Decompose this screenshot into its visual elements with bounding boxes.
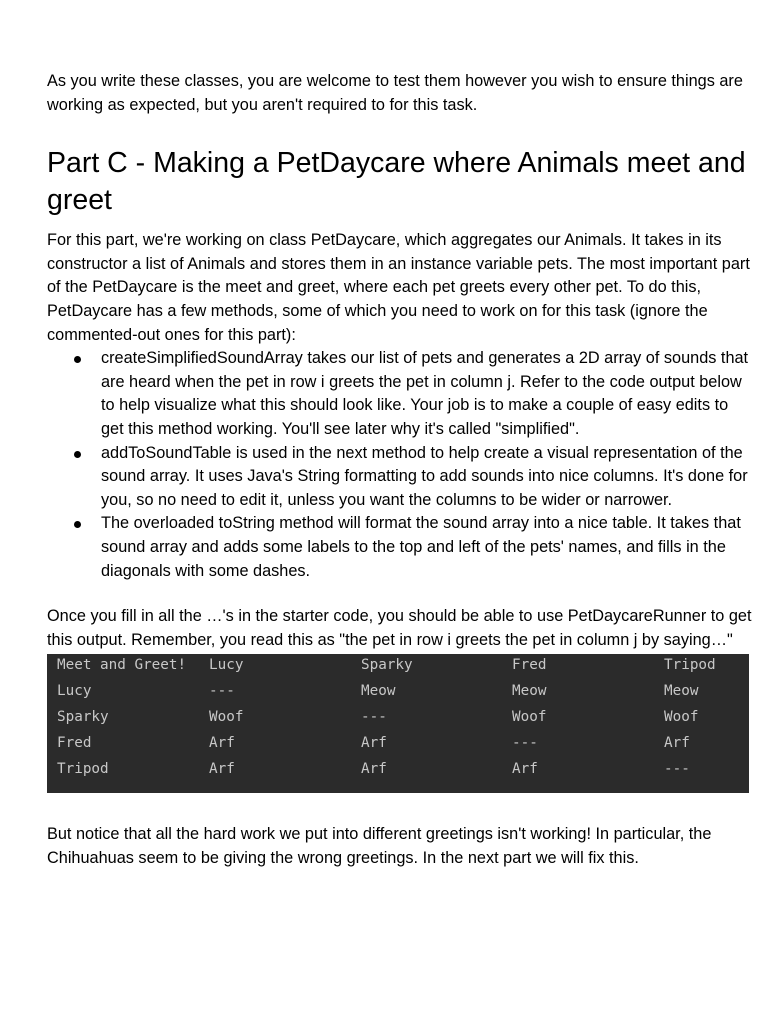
bullet-dot-icon	[74, 356, 81, 363]
code-cell: Woof	[209, 709, 244, 726]
bullet-item	[47, 512, 753, 583]
code-cell: Lucy	[209, 657, 244, 674]
code-cell: Arf	[209, 761, 235, 778]
code-cell: Meet and Greet!	[57, 657, 187, 674]
section-heading: Part C - Making a PetDaycare where Animals meet and greet	[47, 147, 746, 217]
bullet-item	[47, 347, 753, 441]
bullet-text: createSimplifiedSoundArray takes our list of pets and generates a 2D array of sounds that are heard when the pet in row i greets the pet in column j. Refer to the code output below to help visualize what this should look like. Your job is to make a couple of easy edits to get this method working. You'll see later why it's called "simplified".	[101, 349, 749, 438]
bullet-dot-icon	[74, 521, 81, 528]
code-cell: Fred	[512, 657, 547, 674]
code-output-block	[47, 654, 749, 793]
method-bullet-list	[47, 347, 753, 583]
code-cell: ---	[361, 709, 387, 726]
code-cell: Fred	[57, 735, 92, 752]
bullet-item	[47, 442, 753, 513]
code-row	[47, 707, 749, 733]
code-cell: Arf	[209, 735, 235, 752]
code-cell: Sparky	[57, 709, 109, 726]
code-cell: ---	[512, 735, 538, 752]
code-cell: ---	[664, 761, 690, 778]
bullet-dot-icon	[74, 451, 81, 458]
code-cell: Arf	[664, 735, 690, 752]
code-cell: Woof	[512, 709, 547, 726]
bullet-text: addToSoundTable is used in the next method to help create a visual representation of the sound array. It uses Java's String formatting to add sounds into nice columns. It's done for you, so no need to edit it, unless you want the columns to be wider or narrower.	[101, 443, 748, 509]
code-cell: Arf	[361, 761, 387, 778]
code-cell: ---	[209, 683, 235, 700]
closing-paragraph-2: But notice that all the hard work we put into different greetings isn't working! In particular, the Chihuahuas seem to be giving the wrong greetings. In the next part we will fix this.	[47, 825, 712, 867]
code-row	[47, 759, 749, 785]
code-cell: Meow	[664, 683, 699, 700]
closing-paragraph-1: Once you fill in all the …'s in the starter code, you should be able to use PetDaycareRunner to get this output. Remember, you read this as "the pet in row i greets the pet in column j by saying…"	[47, 607, 752, 649]
code-cell: Woof	[664, 709, 699, 726]
intro-paragraph: As you write these classes, you are welcome to test them however you wish to ensure things are working as expected, but you aren't required to for this task.	[47, 72, 743, 114]
code-cell: Arf	[512, 761, 538, 778]
code-cell: Meow	[512, 683, 547, 700]
code-cell: Lucy	[57, 683, 92, 700]
code-cell: Meow	[361, 683, 396, 700]
code-cell: Sparky	[361, 657, 413, 674]
code-header-row	[47, 655, 749, 681]
code-row	[47, 733, 749, 759]
document-page	[47, 70, 753, 870]
code-cell: Arf	[361, 735, 387, 752]
code-cell: Tripod	[57, 761, 109, 778]
code-cell: Tripod	[664, 657, 716, 674]
body-paragraph: For this part, we're working on class PetDaycare, which aggregates our Animals. It takes in its constructor a list of Animals and stores them in an instance variable pets. The most important part of the PetDaycare is the meet and greet, where each pet greets every other pet. To do this, PetDaycare has a few methods, some of which you need to work on for this task (ignore the commented-out ones for this part):	[47, 231, 750, 344]
code-row	[47, 681, 749, 707]
bullet-text: The overloaded toString method will format the sound array into a nice table. It takes that sound array and adds some labels to the top and left of the pets' names, and fills in the diagonals with some dashes.	[101, 514, 741, 580]
